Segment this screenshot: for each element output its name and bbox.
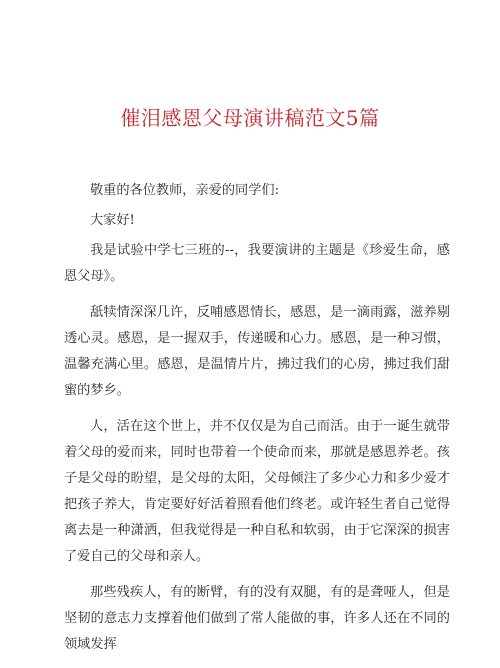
intro-paragraph: 我是试验中学七三班的--，我要演讲的主题是《珍爱生命，感恩父母》。 <box>64 243 450 284</box>
greeting-paragraph: 敬重的各位教师，亲爱的同学们: <box>90 183 280 198</box>
gratitude-paragraph: 舐犊情深深几许，反哺感恩情长，感恩，是一滴雨露，滋养剔透心灵。感恩，是一握双手，传递暖和心力。感恩，是一种习惯，温馨充满心里。感恩，是温情片片，拂过我们的心房，拂过我们甜蜜的梦乡。 <box>64 305 450 398</box>
document-title: 催泪感恩父母演讲稿范文5篇 <box>120 106 380 130</box>
hello-paragraph: 大家好! <box>90 213 135 228</box>
disabled-people-paragraph: 那些残疾人，有的断臂，有的没有双腿，有的是聋哑人，但是坚韧的意志力支撑着他们做到了常人能做的事，许多人还在不同的领域发挥 <box>64 585 450 652</box>
document-body <box>64 178 450 668</box>
life-paragraph: 人，活在这个世上，并不仅仅是为自己而活。由于一诞生就带着父母的爱而来，同时也带着一个使命而来，那就是感恩养老。孩子是父母的盼望，是父母的太阳，父母倾注了多少心力和多少爱才把孩子养大，肯定要好好活着照看他们终老。或许轻生者自己觉得离去是一种潇洒，但我觉得是一种自私和软弱，由于它深深的损害了爱自己的父母和亲人。 <box>64 419 450 564</box>
